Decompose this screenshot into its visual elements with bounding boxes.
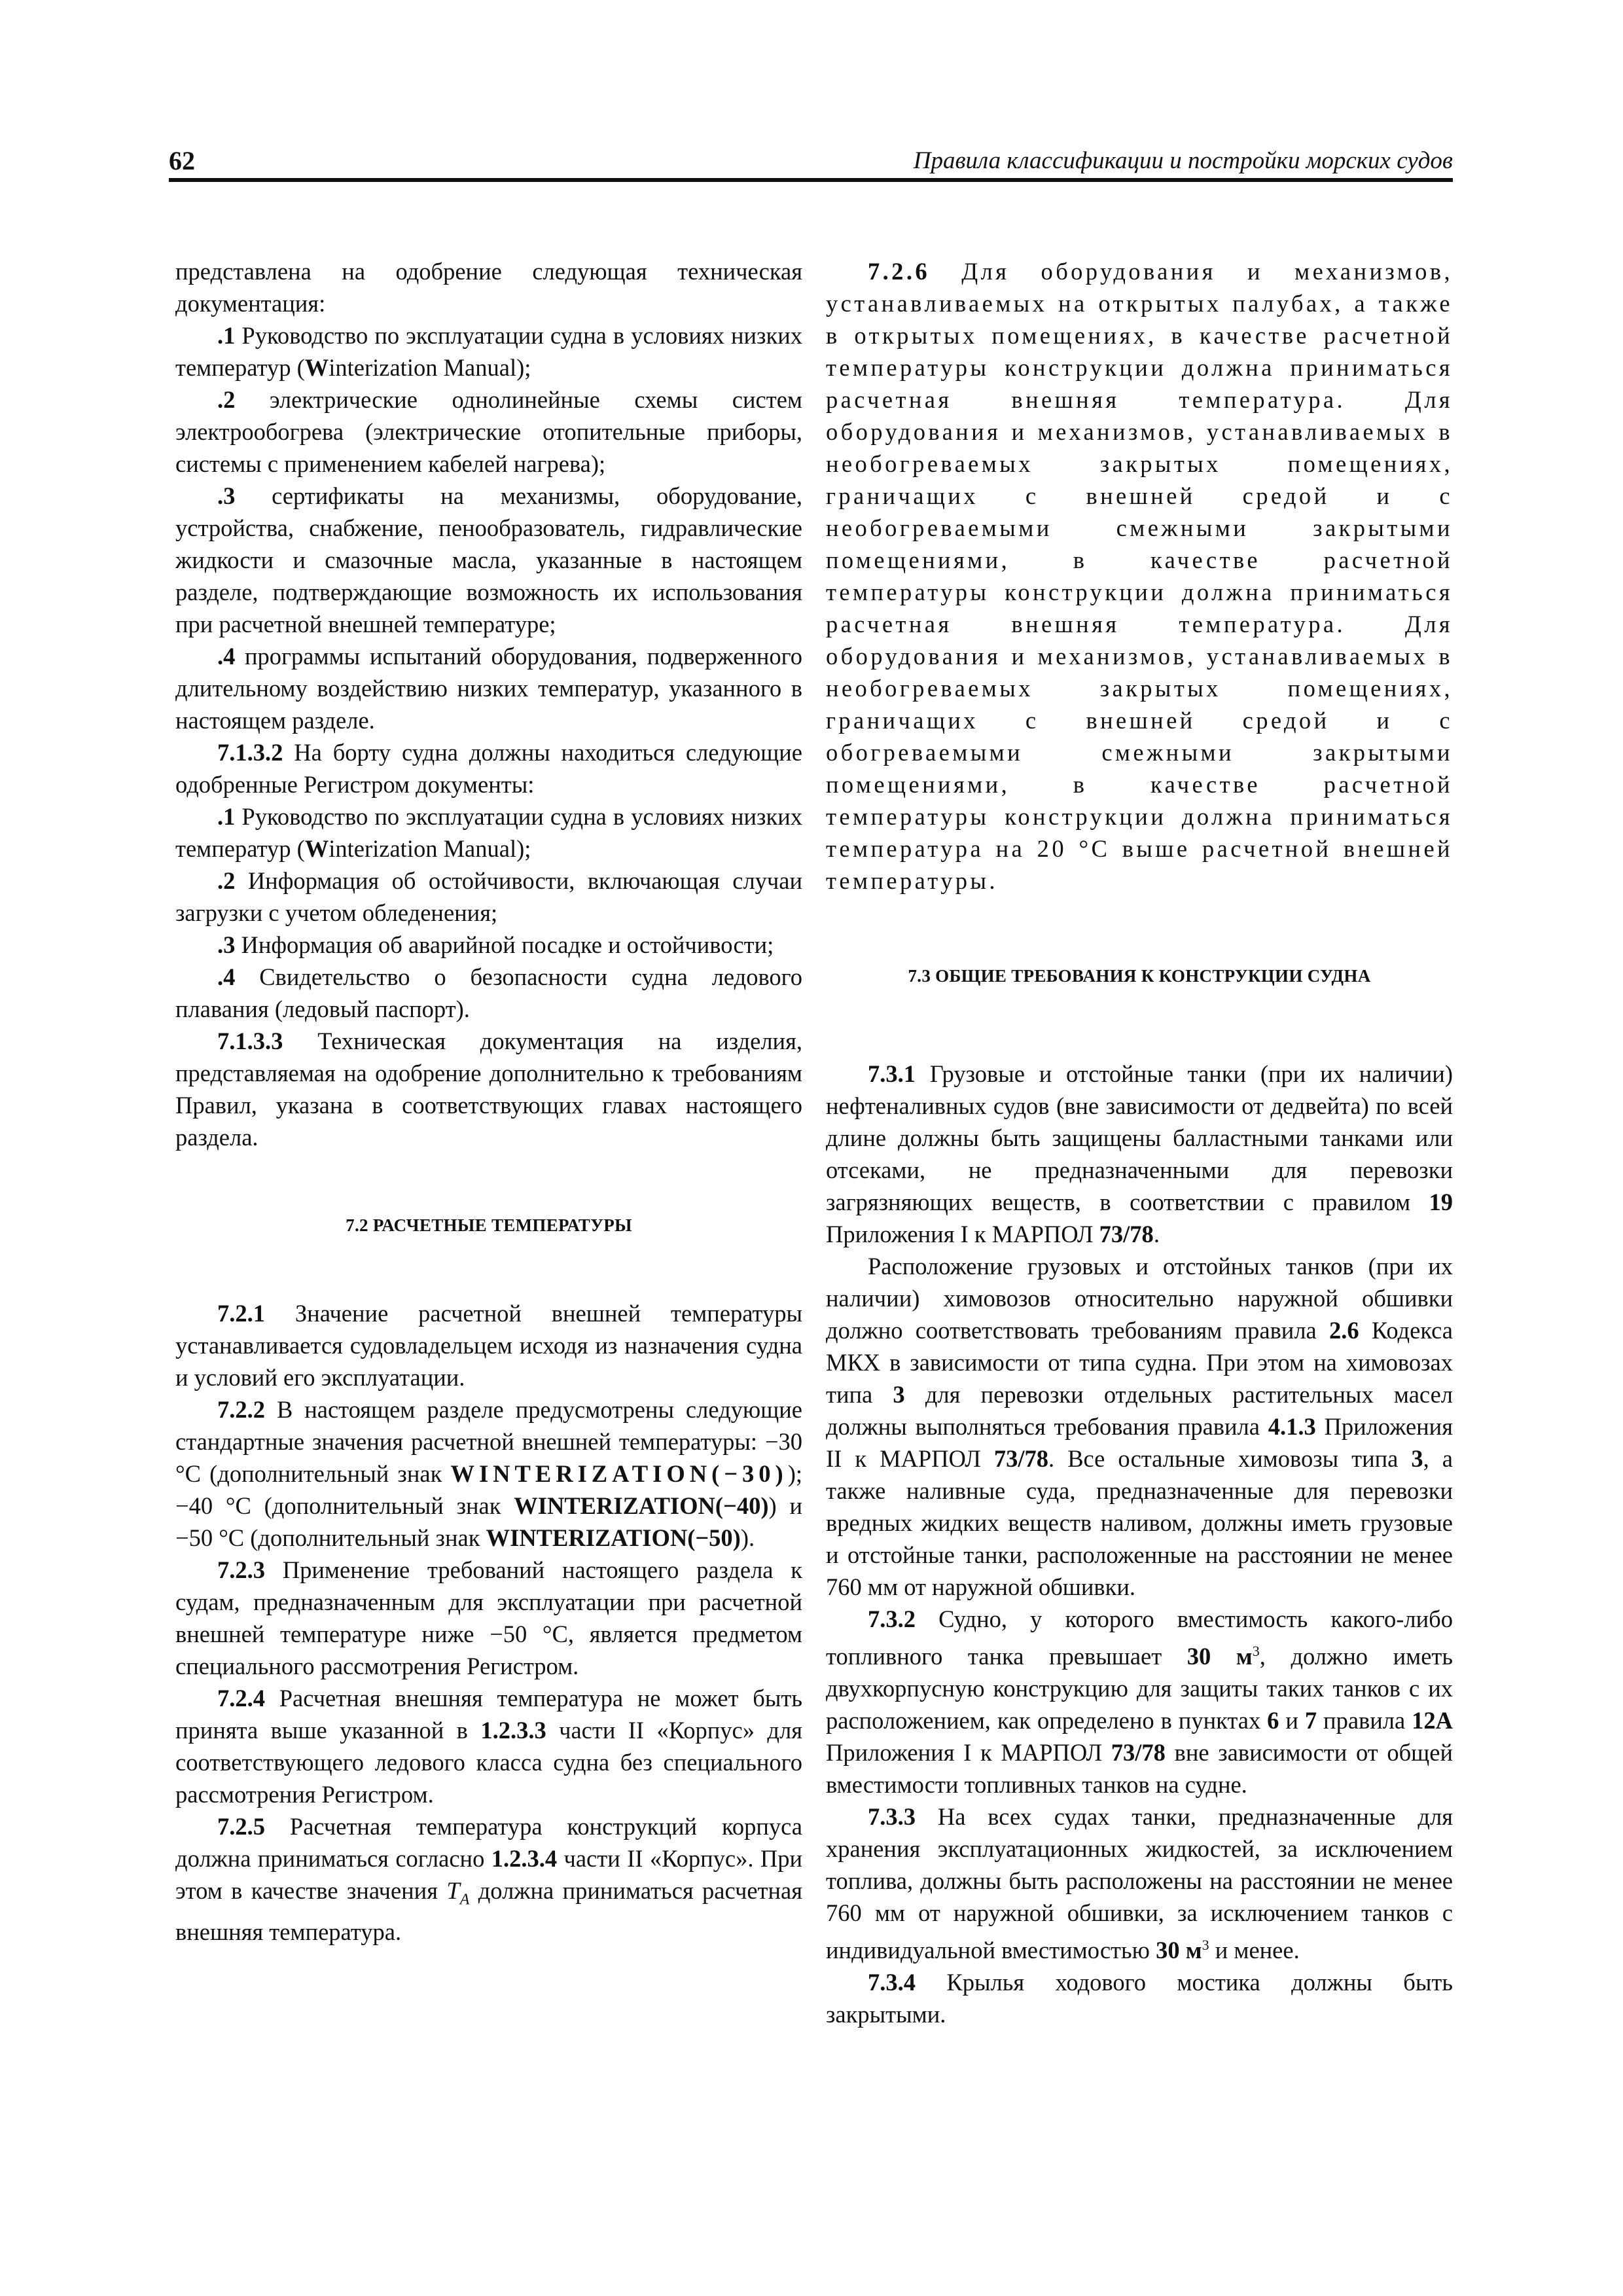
clause-7-3-4: 7.3.4 Крылья ходового мостика должны быть закрытыми. [826,1969,1453,2028]
list-item: .4 Свидетельство о безопасности судна ледового плавания (ледовый паспорт). [175,963,802,1022]
clause-7-3-3: 7.3.3 На всех судах танки, предназначенные для хранения эксплуатационных жидкостей, за исключением топлива, должны быть расположены на расстоянии не менее 760 мм от наружной обшивки, за исключением танков с индивидуальной вместимостью 30 $м^3$ и менее. [826,1803,1453,1964]
page-number: 62 [169,146,195,175]
clause-7-2-2: 7.2.2 В настоящем разделе предусмотрены следующие стандартные значения расчетной внешней температуры: −30 °С (дополнительный знак WINTERIZATION(−30)); −40 °С (дополнительный знак WINTERIZATION(−40)) и −50 °С (дополнительный знак WINTERIZATION(−50)). [175,1396,802,1551]
list-item: .2 электрические однолинейные схемы систем электрообогрева (электрические отопительные приборы, системы с применением кабелей нагрева); [175,386,802,477]
clause-7-2-3: 7.2.3 Применение требований настоящего раздела к судам, предназначенным для эксплуатации при расчетной внешней температуре ниже −50 °С, является предметом специального рассмотрения Регистром. [175,1556,802,1679]
list-item: .4 программы испытаний оборудования, подверженного длительному воздействию низких температур, указанного в настоящем разделе. [175,643,802,734]
page-header [169,145,1453,178]
paragraph: представлена на одобрение следующая техническая документация: [175,258,802,317]
clause-7-2-5: 7.2.5 Расчетная температура конструкций корпуса должна приниматься согласно 1.2.3.4 части II «Корпус». При этом в качестве значения $T_A$ должна приниматься расчетная внешняя температура. [175,1813,803,1946]
left-column [175,255,802,1948]
list-item: .3 сертификаты на механизмы, оборудование, устройства, снабжение, пенообразователь, гидравлические жидкости и смазочные масла, указанные в настоящем разделе, подтверждающие возможность их использования при расчетной внешней температуре; [175,482,802,637]
section-heading-7-3: 7.3 ОБЩИЕ ТРЕБОВАНИЯ К КОНСТРУКЦИИ СУДНА [908,966,1371,986]
clause-7-1-3-2: 7.1.3.2 На борту судна должны находиться следующие одобренные Регистром документы: [175,739,802,798]
list-item: .2 Информация об остойчивости, включающая случаи загрузки с учетом обледенения; [175,867,802,926]
clause-7-3-1: 7.3.1 Грузовые и отстойные танки (при их наличии) нефтеналивных судов (вне зависимости от дедвейта) по всей длине должны быть защищены балластными танками или отсеками, не предназначенными для перевозки загрязняющих веществ, в соответствии с правилом 19 Приложения I к МАРПОЛ 73/78. [826,1060,1453,1247]
clause-7-2-6: 7.2.6 Для оборудования и механизмов, устанавливаемых на открытых палубах, а также в открытых помещениях, в качестве расчетной температуры конструкции должна приниматься расчетная внешняя температура. Для оборудования и механизмов, устанавливаемых в необогреваемых закрытых помещениях, граничащих с внешней средой и с необогреваемыми смежными закрытыми помещениями, в качестве расчетной температуры конструкции должна приниматься расчетная внешняя температура. Для оборудования и механизмов, устанавливаемых в необогреваемых закрытых помещениях, граничащих с внешней средой и с обогреваемыми смежными закрытыми помещениями, в качестве расчетной температуры конструкции должна приниматься температура на 20 °С выше расчетной внешней температуры. [826,258,1453,894]
header-rule [169,178,1453,182]
list-item: .3 Информация об аварийной посадке и остойчивости; [217,931,774,958]
list-item: .1 Руководство по эксплуатации судна в условиях низких температур (Winterization Manual); [175,803,802,862]
running-title: Правила классификации и постройки морских судов [913,147,1453,174]
clause-7-2-4: 7.2.4 Расчетная внешняя температура не может быть принята выше указанной в 1.2.3.3 части II «Корпус» для соответствующего ледового класса судна без специального рассмотрения Регистром. [175,1685,802,1808]
right-column [826,255,1453,2030]
clause-7-3-2: 7.3.2 Судно, у которого вместимость какого-либо топливного танка превышает 30 $м^3$, должно иметь двухкорпусную конструкцию для защиты таких танков с их расположением, как определено в пунктах 6 и 7 правила 12А Приложения I к МАРПОЛ 73/78 вне зависимости от общей вместимости топливных танков на судне. [826,1605,1454,1799]
paragraph-tank-location: Расположение грузовых и отстойных танков (при их наличии) химовозов относительно наружной обшивки должно соответствовать требованиям правила 2.6 Кодекса МКХ в зависимости от типа судна. При этом на химовозах типа 3 для перевозки отдельных растительных масел должны выполняться требования правила 4.1.3 Приложения II к МАРПОЛ 73/78. Все остальные химовозы типа 3, а также наливные суда, предназначенные для перевозки вредных жидких веществ наливом, должны иметь грузовые и отстойные танки, расположенные на расстоянии не менее 760 мм от наружной обшивки. [826,1253,1454,1600]
section-heading-7-2: 7.2 РАСЧЕТНЫЕ ТЕМПЕРАТУРЫ [346,1215,632,1235]
clause-7-2-1: 7.2.1 Значение расчетной внешней температуры устанавливается судовладельцем исходя из назначения судна и условий его эксплуатации. [175,1300,802,1391]
clause-7-1-3-3: 7.1.3.3 Техническая документация на изделия, представляемая на одобрение дополнительно к требованиям Правил, указана в соответствующих главах настоящего раздела. [175,1028,802,1151]
list-item: .1 Руководство по эксплуатации судна в условиях низких температур (Winterization Manual); [175,322,802,381]
